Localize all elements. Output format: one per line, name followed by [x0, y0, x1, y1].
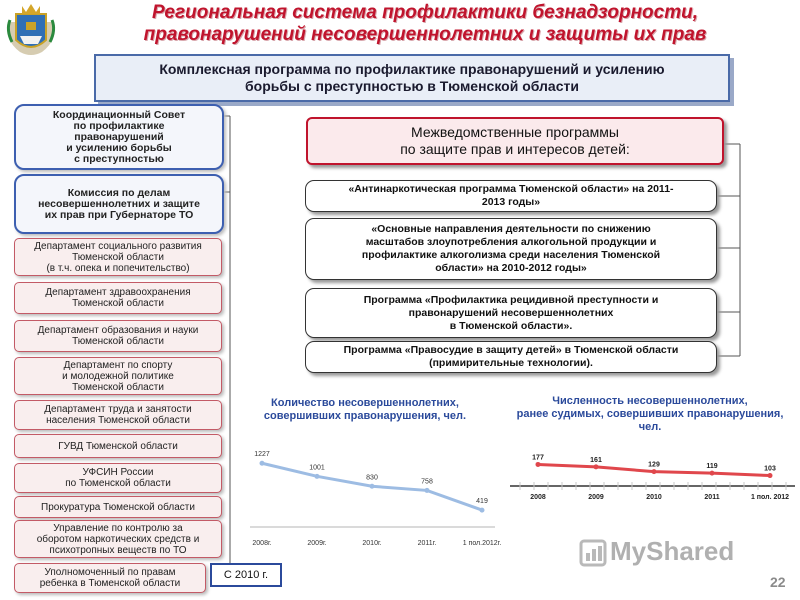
chart2-point — [710, 471, 715, 476]
program-line: «Антинаркотическая программа Тюменской области» на 2011- — [348, 183, 674, 195]
chart1-point — [480, 508, 485, 513]
council-line-5: с преступностью — [74, 152, 164, 165]
department-drug-control — [14, 520, 222, 558]
chart2-title-line-3: чел. — [638, 421, 662, 433]
watermark-logo-icon — [578, 538, 608, 573]
department-line: ребенка в Тюменской области — [39, 578, 181, 589]
program-line: профилактике алкоголизма среди населения Тюменской — [361, 249, 661, 261]
programs-heading-line-1: Межведомственные программы — [411, 124, 619, 140]
program-item-recidivism — [305, 288, 717, 338]
department-line: Тюменской области — [72, 381, 164, 393]
chart2-data-label: 161 — [590, 456, 602, 464]
chart1-data-label: 1001 — [309, 464, 325, 472]
page-number: 22 — [770, 574, 786, 590]
chart2-data-label: 177 — [532, 454, 544, 462]
commission-box — [14, 174, 224, 234]
council-line-2: по профилактике — [73, 119, 165, 132]
department-line: Департамент социального развития — [34, 240, 202, 252]
program-banner-line-2: борьбы с преступностью в Тюменской области — [245, 78, 579, 94]
chart2-category-label: 2010 — [646, 494, 662, 501]
program-item-justice — [305, 341, 717, 373]
chart2-point — [652, 469, 657, 474]
department-guvd — [14, 434, 222, 458]
chart1-data-label: 1227 — [254, 451, 270, 459]
department-line: Прокуратура Тюменской области — [41, 501, 195, 513]
chart1-title — [240, 397, 490, 423]
chart2-category-label: 2009 — [588, 494, 604, 501]
commission-line-1: Комиссия по делам — [67, 186, 171, 199]
chart1-category-label: 2008г. — [252, 540, 272, 547]
department-line: по Тюменской области — [65, 478, 171, 489]
program-line: Программа «Правосудие в защиту детей» в Тюменской области — [343, 344, 679, 356]
department-children-ombudsman — [14, 563, 206, 593]
chart1-point — [315, 474, 320, 479]
department-line: Департамент здравоохранения — [45, 287, 191, 298]
department-line: и молодежной политике — [62, 370, 174, 382]
chart1-category-label: 2010г. — [362, 540, 382, 547]
department-line: ГУВД Тюменской области — [58, 440, 178, 452]
department-line: Департамент по спорту — [63, 359, 173, 371]
program-line: правонарушений несовершеннолетних — [408, 306, 614, 319]
program-line: (примирительные технологии). — [429, 357, 593, 369]
department-line: УФСИН России — [82, 467, 154, 478]
department-prosecutor — [14, 496, 222, 518]
chart2-title-line-2: ранее судимых, совершивших правонарушения, — [516, 408, 784, 420]
program-line: масштабов злоупотребления алкогольной продукции и — [365, 236, 657, 248]
chart1-title-line-1: Количество несовершеннолетних, — [271, 397, 459, 409]
department-line: Департамент труда и занятости — [44, 404, 192, 415]
department-line: Департамент образования и науки — [37, 325, 199, 336]
chart1-point — [425, 488, 430, 493]
department-line: населения Тюменской области — [46, 415, 190, 426]
program-line: «Основные направления деятельности по снижению — [371, 223, 651, 235]
chart2-category-label: 2008 — [530, 494, 546, 501]
chart1-point — [370, 484, 375, 489]
department-line: Тюменской области — [72, 298, 164, 309]
department-ufsin — [14, 463, 222, 493]
page-title-line-2: правонарушений несовершеннолетних и защиты их прав — [143, 24, 707, 45]
department-line: Тюменской области — [72, 336, 164, 347]
department-healthcare — [14, 282, 222, 314]
chart2-title-line-1: Численность несовершеннолетних, — [552, 395, 748, 407]
department-line: (в т.ч. опека и попечительство) — [46, 262, 190, 274]
chart2-point — [536, 462, 541, 467]
program-line: 2013 годы» — [481, 196, 541, 208]
department-social-development — [14, 238, 222, 276]
program-banner-line-1: Комплексная программа по профилактике правонарушений и усилению — [159, 61, 665, 77]
coordination-council-box — [14, 104, 224, 170]
commission-line-3: их прав при Губернаторе ТО — [44, 208, 194, 221]
programs-heading — [306, 117, 724, 165]
program-line: Программа «Профилактика рецидивной преступности и — [363, 293, 659, 306]
council-line-4: и усилению борьбы — [66, 141, 172, 154]
chart1-category-label: 1 пол.2012г. — [462, 540, 502, 547]
chart2-point — [768, 473, 773, 478]
department-line: психотропных веществ по ТО — [49, 544, 187, 556]
chart2-data-label: 103 — [764, 465, 776, 473]
programs-heading-line-2: по защите прав и интересов детей: — [400, 141, 630, 157]
chart1-offenders — [250, 445, 502, 550]
council-line-1: Координационный Совет — [52, 108, 186, 121]
chart1-category-label: 2009г. — [307, 540, 327, 547]
department-line: Уполномоченный по правам — [44, 567, 176, 578]
chart2-convicted — [500, 432, 800, 507]
chart2-title — [500, 395, 800, 434]
chart2-category-label: 1 пол. 2012 — [750, 494, 790, 501]
department-line: Тюменской области — [72, 251, 164, 263]
council-line-3: правонарушений — [74, 130, 164, 143]
watermark-text: MyShared — [610, 536, 735, 566]
program-line: области» на 2010-2012 годы» — [435, 262, 587, 274]
chart2-category-label: 2011 — [704, 494, 720, 501]
chart2-point — [594, 464, 599, 469]
chart2-data-label: 129 — [648, 461, 660, 469]
department-education — [14, 320, 222, 352]
chart1-category-label: 2011г. — [417, 540, 437, 547]
program-line: в Тюменской области». — [449, 319, 573, 332]
department-labor-employment — [14, 400, 222, 430]
chart1-title-line-2: совершивших правонарушения, чел. — [263, 410, 467, 422]
chart1-data-label: 419 — [476, 498, 488, 506]
chart1-data-label: 758 — [421, 478, 433, 486]
since-2010-badge: С 2010 г. — [210, 563, 282, 587]
department-line: оборотом наркотических средств и — [36, 533, 200, 545]
chart2-data-label: 119 — [706, 463, 718, 471]
department-sport-youth — [14, 357, 222, 395]
program-item-antidrug — [305, 180, 717, 212]
program-item-alcohol — [305, 218, 717, 280]
chart1-data-label: 830 — [366, 474, 378, 482]
commission-line-2: несовершеннолетних и защите — [38, 197, 200, 210]
department-line: Управление по контролю за — [53, 522, 183, 534]
chart1-point — [260, 461, 265, 466]
page-title-line-1: Региональная система профилактики безнадзорности, — [152, 2, 698, 23]
